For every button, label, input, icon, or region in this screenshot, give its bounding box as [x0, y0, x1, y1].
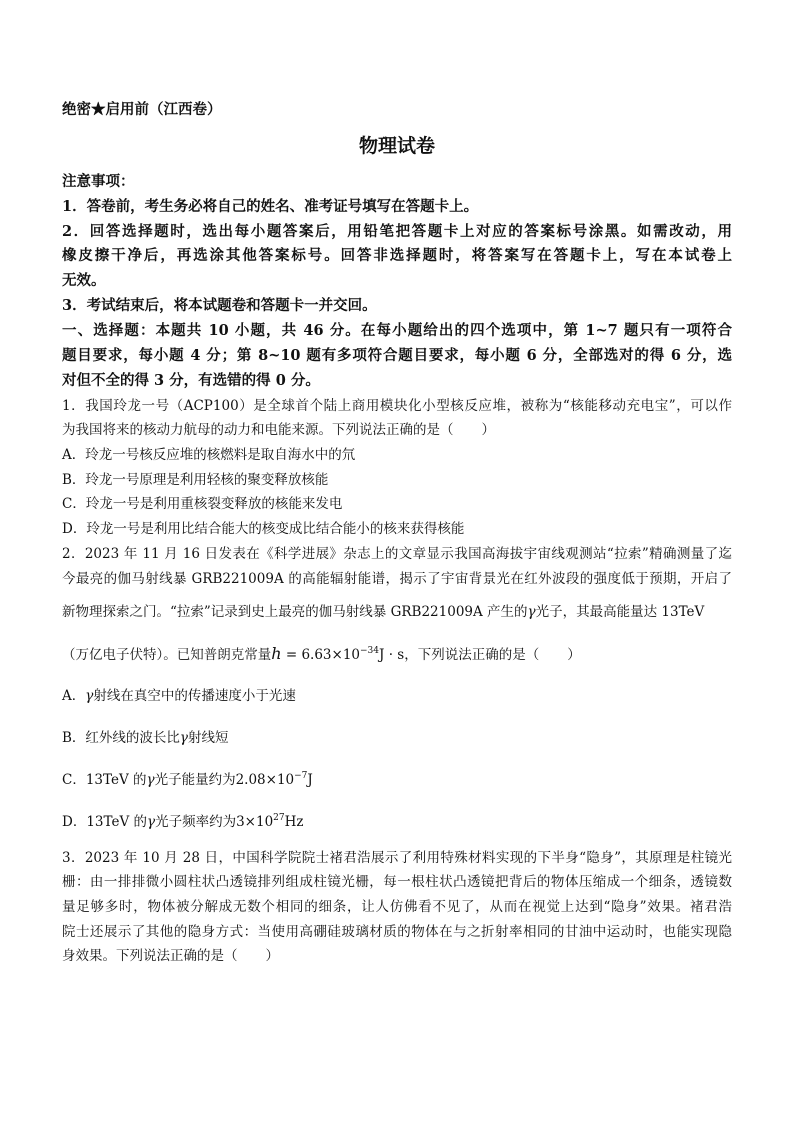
q2-option-c-exponent: −7	[294, 771, 308, 781]
q2-stem-text-3-tail: 光子，其最高能量达 13TeV	[535, 604, 705, 620]
q2-stem-line-2: 今最亮的伽马射线暴 GRB221009A 的高能辐射能谱，揭示了宇宙背景光在红外波段的强度低于预期，开启了	[62, 571, 732, 587]
planck-exponent: −34	[360, 646, 380, 656]
section-heading-line-3: 对但不全的得 3 分，有选错的得 0 分。	[62, 372, 320, 389]
q3-stem-line-1: 3．2023 年 10 月 28 日，中国科学院院士褚君浩展示了利用特殊材料实现的下半身“隐身”，其原理是柱镜光	[62, 850, 732, 866]
gamma-symbol: γ	[146, 772, 155, 788]
q2-option-c-label: C．13TeV 的	[62, 772, 147, 788]
q2-stem-line-4	[62, 644, 581, 665]
q1-option-c: C．玲龙一号是利用重核裂变释放的核能来发电	[62, 496, 343, 512]
q1-option-d: D．玲龙一号是利用比结合能大的核变成比结合能小的核来获得核能	[62, 521, 465, 537]
q2-option-d-value: 3×10	[236, 814, 274, 830]
q1-option-a: A．玲龙一号核反应堆的核燃料是取自海水中的氘	[62, 447, 356, 463]
q2-option-d-text: 光子频率约为	[155, 814, 237, 830]
q1-option-b: B．玲龙一号原理是利用轻核的聚变释放核能	[62, 472, 329, 488]
q1-stem-close: ）	[481, 422, 495, 438]
notice-item-2: 2．回答选择题时，选出每小题答案后，用铅笔把答题卡上对应的答案标号涂黑。如需改动，用	[62, 223, 732, 240]
q3-stem-line-3: 量足够多时，物体被分解成无数个相同的细条，让人仿佛看不见了，从而在视觉上达到“隐身”效果。褚君浩	[62, 899, 732, 915]
q2-option-d-unit: Hz	[284, 814, 304, 830]
q1-stem-line-1: 1．我国玲龙一号（ACP100）是全球首个陆上商用模块化小型核反应堆，被称为“核能移动充电宝”，可以作	[62, 398, 732, 414]
q2-option-a	[62, 686, 296, 706]
notice-heading: 注意事项：	[62, 173, 135, 190]
planck-unit: J · s	[379, 647, 405, 663]
planck-value: = 6.63×10	[285, 647, 361, 663]
q2-stem-line-3	[62, 602, 704, 622]
q3-stem-text: 身效果。下列说法正确的是（	[62, 948, 238, 964]
q2-stem-close: ）	[567, 647, 581, 663]
q2-option-a-text: 射线在真空中的传播速度小于光速	[93, 688, 296, 704]
gamma-symbol: γ	[179, 730, 188, 746]
notice-item-2-cont: 橡皮擦干净后，再选涂其他答案标号。回答非选择题时，将答案写在答题卡上，写在本试卷上	[62, 247, 732, 264]
q2-option-c-text: 光子能量约为	[154, 772, 236, 788]
q2-option-d-exponent: 27	[273, 813, 285, 823]
q2-option-c-unit: J	[307, 772, 313, 788]
gamma-symbol: γ	[527, 604, 536, 620]
section-heading-line-2: 题目要求，每小题 4 分；第 8~10 题有多项符合题目要求，每小题 6 分，全部选对的得 6 分，选	[62, 347, 732, 364]
q3-stem-close: ）	[265, 948, 279, 964]
q2-stem-text-4-tail: ，下列说法正确的是（	[404, 647, 540, 663]
q3-stem-line-5	[62, 946, 279, 966]
q2-option-a-label: A．	[62, 688, 86, 704]
q3-stem-line-4: 院士还展示了其他的隐身方式：当使用高硼硅玻璃材质的物体在与之折射率相同的甘油中运动时，也能实现隐	[62, 924, 732, 940]
planck-symbol: h	[271, 644, 282, 663]
q2-option-d	[62, 812, 304, 832]
q2-stem-line-1: 2．2023 年 11 月 16 日发表在《科学进展》杂志上的文章显示我国高海拔宇宙线观测站“拉索”精确测量了迄	[62, 546, 732, 562]
notice-item-1: 1．答卷前，考生务必将自己的姓名、准考证号填写在答题卡上。	[62, 198, 479, 215]
q2-stem-text-3: 新物理探索之门。“拉索”记录到史上最亮的伽马射线暴 GRB221009A 产生的	[62, 604, 528, 620]
page-title: 物理试卷	[358, 135, 435, 157]
q2-option-c-value: 2.08×10	[235, 772, 295, 788]
q1-stem-text: 为我国将来的核动力航母的动力和电能来源。下列说法正确的是（	[62, 422, 454, 438]
q2-option-b-text: B．红外线的波长比	[62, 730, 180, 746]
secret-label: 绝密★启用前（江西卷）	[62, 101, 222, 118]
q2-option-b	[62, 728, 229, 748]
q2-stem-text-4: （万亿电子伏特）。已知普朗克常量	[62, 647, 272, 663]
section-heading-line-1: 一、选择题：本题共 10 小题，共 46 分。在每小题给出的四个选项中，第 1~7 题只有一项符合	[62, 322, 732, 339]
q2-option-b-tail: 射线短	[188, 730, 229, 746]
q2-option-d-label: D．13TeV 的	[62, 814, 147, 830]
notice-item-2-end: 无效。	[62, 272, 106, 289]
notice-item-3: 3．考试结束后，将本试题卷和答题卡一并交回。	[62, 297, 377, 314]
gamma-symbol: γ	[85, 688, 94, 704]
q2-option-c	[62, 770, 313, 790]
q1-stem-line-2	[62, 420, 495, 440]
gamma-symbol: γ	[147, 814, 156, 830]
q3-stem-line-2: 栅：由一排排微小圆柱状凸透镜排列组成柱镜光栅，每一根柱状凸透镜把背后的物体压缩成一个细条，透镜数	[62, 874, 732, 890]
